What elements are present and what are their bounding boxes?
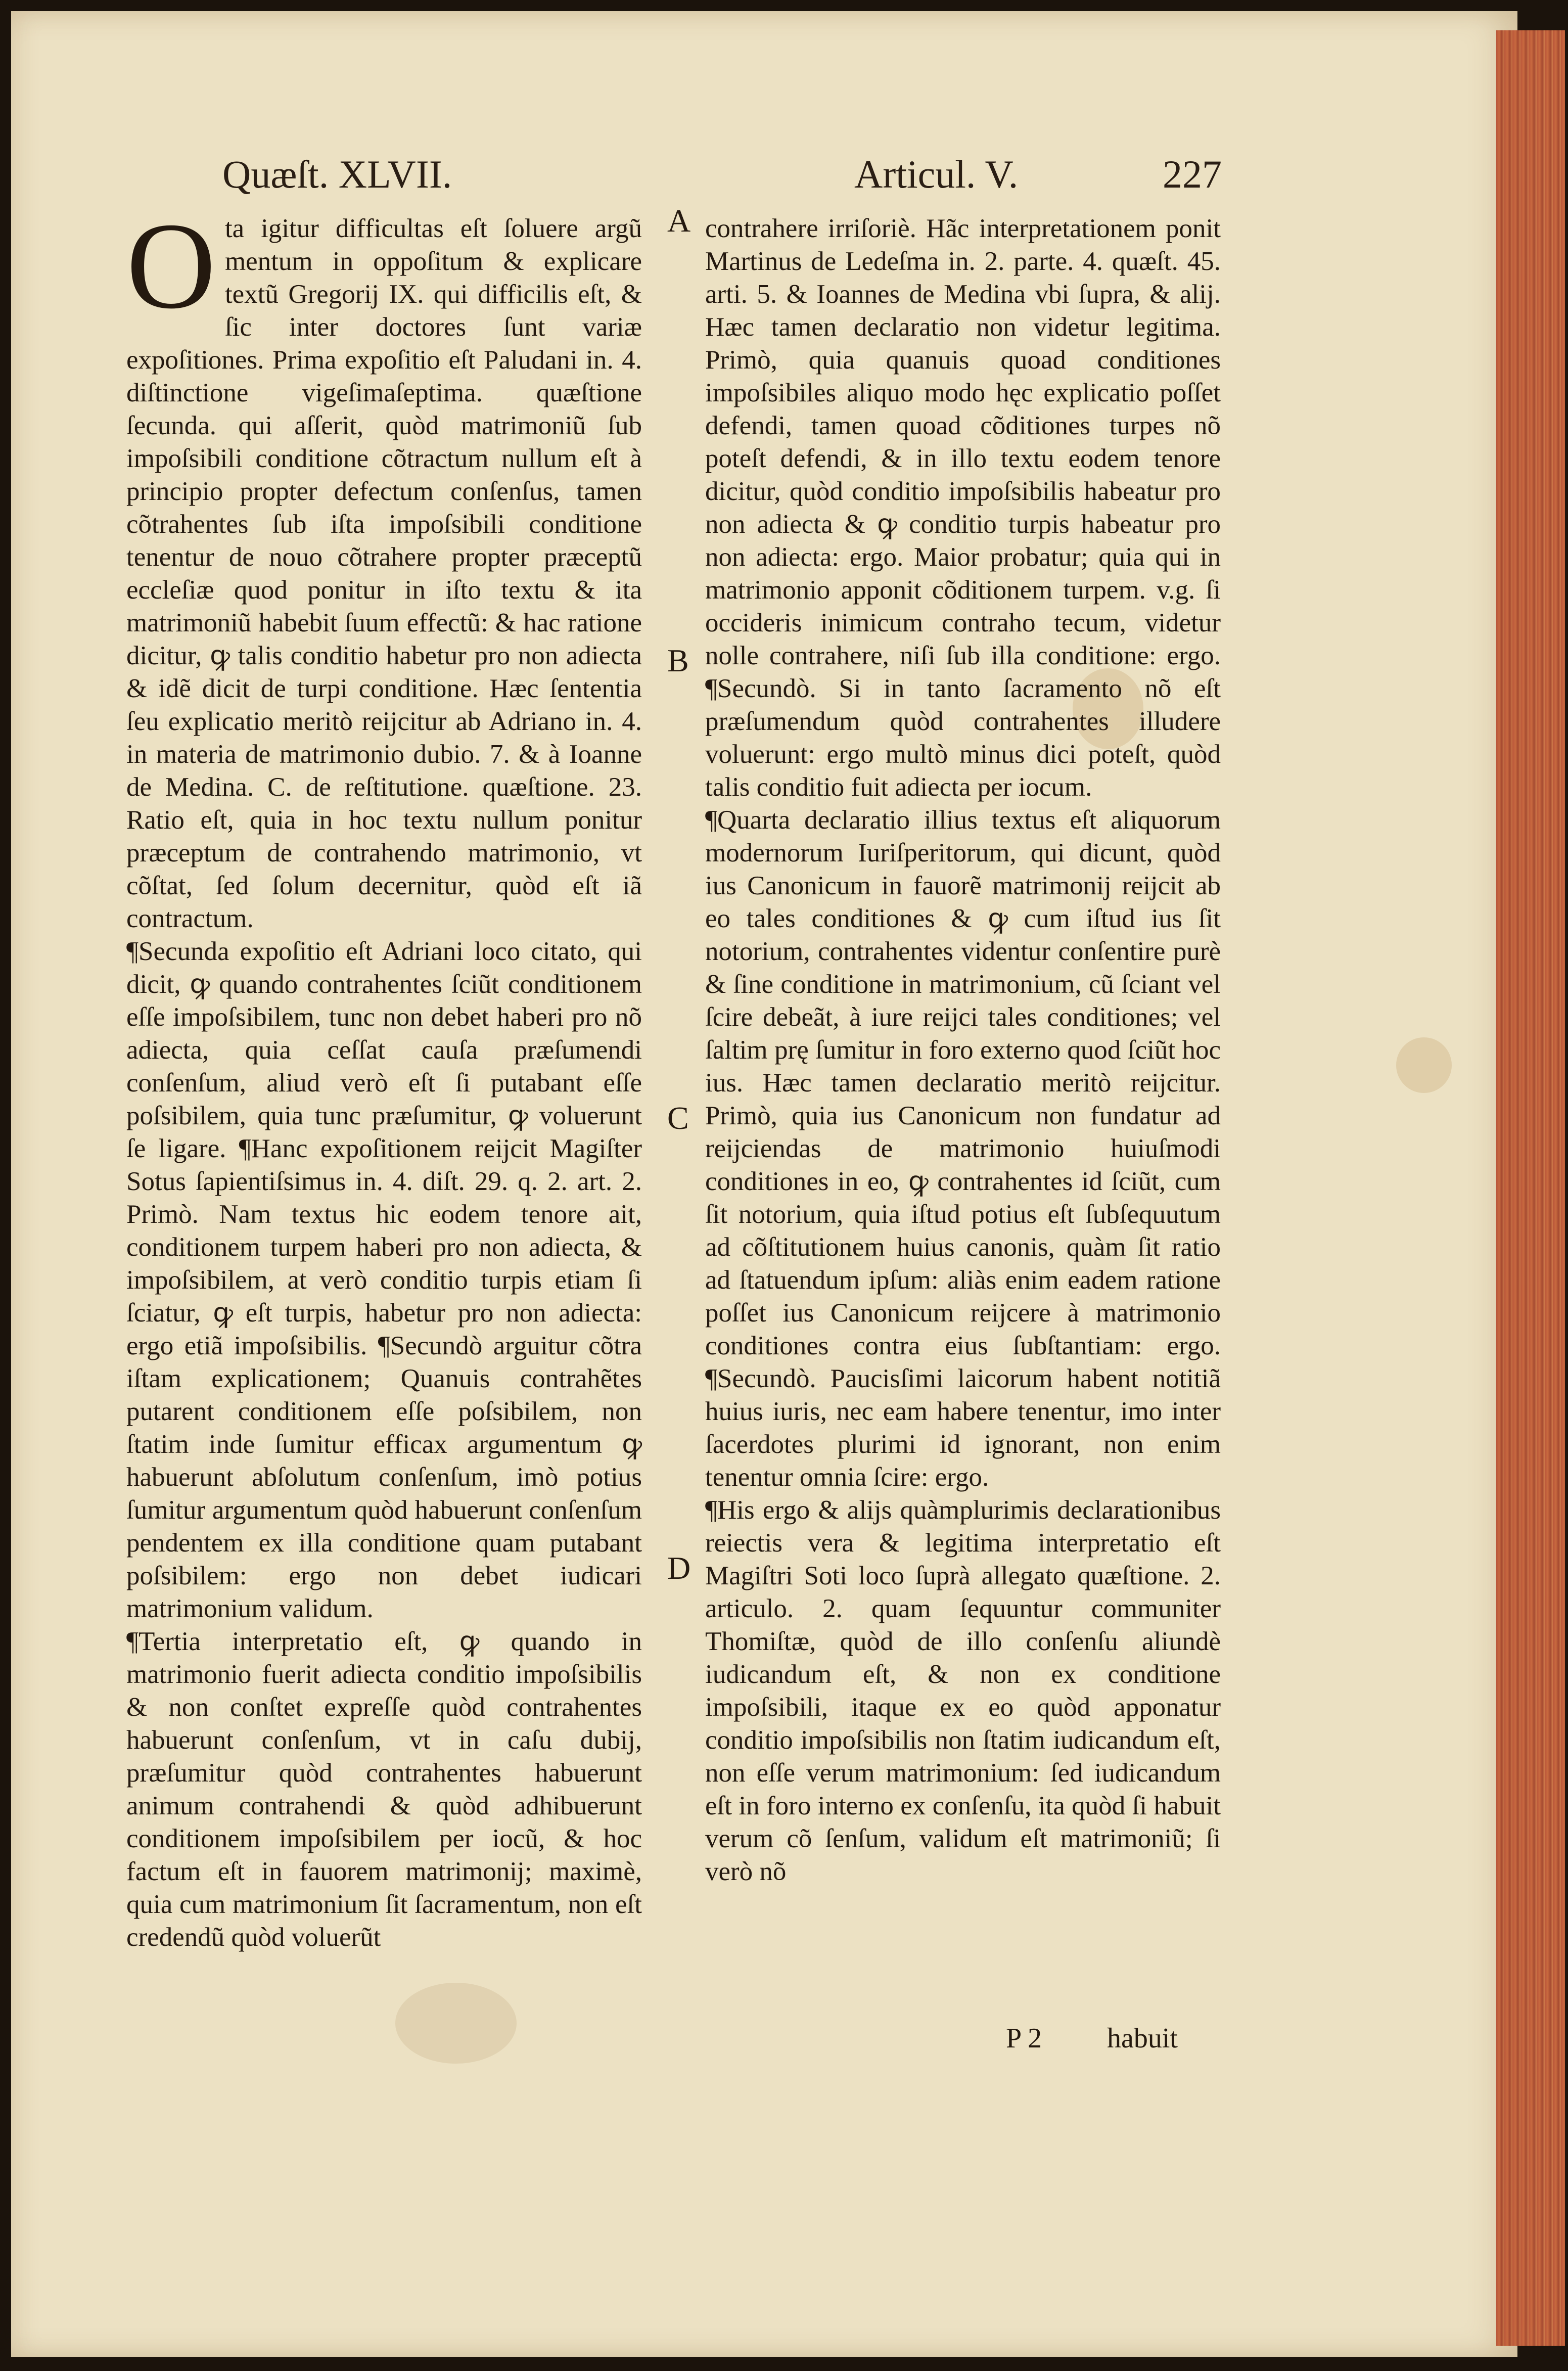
running-header bbox=[0, 152, 1568, 207]
page-edge-gilt bbox=[1496, 30, 1565, 2346]
paragraph: ¶Secunda expoſitio eſt Adriani loco citato, qui dicit, ꝙ quando contrahentes ſciũt conditionem eſſe impoſsibilem, tunc non debet haberi pro nõ adiecta, quia ceſſat cauſa præſumendi conſenſum, aliud verò eſt ſi putabant eſſe poſsibilem, quia tunc præſumitur, ꝙ voluerunt ſe ligare. ¶Hanc expoſitionem reijcit Magiſter Sotus ſapientiſsimus in. 4. diſt. 29. q. 2. art. 2. Primò. Nam textus hic eodem tenore ait, conditionem turpem haberi pro non adiecta, & impoſsibilem, at verò conditio turpis etiam ſi ſciatur, ꝙ eſt turpis, habetur pro non adiecta: ergo etiã impoſsibilis. ¶Secundò arguitur cõtra iſtam explicationem; Quanuis contrahẽtes putarent conditionem eſſe poſsibilem, non ſtatim inde ſumitur efficax argumentum ꝙ habuerunt abſolutum conſenſum, imò potius ſumitur argumentum quòd habuerunt conſenſum pendentem ex illa conditione quam putabant poſsibilem: ergo non debet iudicari matrimonium validum. bbox=[126, 937, 642, 1623]
margin-marker-b: B bbox=[667, 643, 689, 678]
catchword: habuit bbox=[1107, 2023, 1178, 2054]
header-question: Quæſt. XLVII. bbox=[222, 152, 452, 196]
ink-stain bbox=[1396, 1037, 1452, 1093]
header-article: Articul. V. bbox=[854, 152, 1019, 196]
paragraph: contrahere irriſoriè. Hãc interpretationem ponit Martinus de Ledeſma in. 2. parte. 4. quæſt. 45. arti. 5. & Ioannes de Medina vbi ſupra, & alij. Hæc tamen declaratio non videtur legitima. Primò, quia quanuis quoad conditiones impoſsibiles aliquo modo hęc explicatio poſſet defendi, tamen quoad cõditiones turpes nõ poteſt defendi, & in illo textu eodem tenore dicitur, quòd conditio impoſsibilis habeatur pro non adiecta & ꝙ conditio turpis habeatur pro non adiecta: ergo. Maior probatur; quia qui in matrimonio apponit cõditionem turpem. v.g. ſi occideris inimicum contraho tecum, videtur nolle contrahere, niſi ſub illa conditione: ergo. ¶Secundò. Si in tanto ſacramento nõ eſt præſumendum quòd contrahentes illudere voluerunt: ergo multò minus dici poteſt, quòd talis conditio fuit adiecta per iocum. bbox=[705, 214, 1221, 802]
paragraph: ¶His ergo & alijs quàmplurimis declarationibus reiectis vera & legitima interpretatio eſt Magiſtri Soti loco ſuprà allegato quæſtione. 2. articulo. 2. quam ſequuntur communiter Thomiſtæ, quòd de illo conſenſu aliundè iudicandum eſt, & non ex conditione impoſsibili, itaque ex eo quòd apponatur conditio impoſsibilis non ſtatim iudicandum eſt, non eſſe verum matrimonium: ſed iudicandum eſt in foro interno ex conſenſu, ita quòd ſi habuit verum cõ ſenſum, validum eſt matrimoniũ; ſi verò nõ bbox=[705, 1495, 1221, 1886]
left-text-column bbox=[126, 197, 642, 1954]
signature-mark: P 2 bbox=[1006, 2023, 1042, 2054]
page-number: 227 bbox=[1163, 152, 1222, 196]
right-text-column bbox=[705, 212, 1221, 1888]
paragraph: ¶Tertia interpretatio eſt, ꝙ quando in matrimonio fuerit adiecta conditio impoſsibilis & non conſtet expreſſe quòd contrahentes habuerunt conſenſum, vt in caſu dubij, præſumitur quòd contrahentes habuerunt animum contrahendi & quòd adhibuerunt conditionem impoſsibilem per iocũ, & hoc factum eſt in fauorem matrimonij; maximè, quia cum matrimonium ſit ſacramentum, non eſt credendũ quòd voluerũt bbox=[126, 1627, 642, 1952]
margin-marker-a: A bbox=[667, 203, 691, 239]
margin-marker-c: C bbox=[667, 1100, 689, 1136]
paragraph: Ota igitur difficultas eſt ſoluere argũ mentum in oppoſitum & explicare textũ Gregorij IX. qui difficilis eſt, & ſic inter doctores ſunt variæ expoſitiones. Prima expoſitio eſt Paludani in. 4. diſtinctione vigeſimaſeptima. quæſtione ſecunda. qui aſſerit, quòd matrimoniũ ſub impoſsibili conditione cõtractum nullum eſt à principio propter defectum conſenſus, tamen cõtrahentes ſub iſta impoſsibili conditione tenentur de nouo cõtrahere propter præceptũ eccleſiæ quod ponitur in iſto textu & ita matrimoniũ habebit ſuum effectũ: & hac ratione dicitur, ꝙ talis conditio habetur pro non adiecta & idẽ dicit de turpi conditione. Hæc ſententia ſeu explicatio meritò reijcitur ab Adriano in. 4. in materia de matrimonio dubio. 7. & à Ioanne de Medina. C. de reſtitutione. quæſtione. 23. Ratio eſt, quia in hoc textu nullum ponitur præceptum de contrahendo matrimonio, vt cõſtat, ſed ſolum decernitur, quòd eſt iã contractum. bbox=[126, 197, 642, 933]
margin-marker-d: D bbox=[667, 1550, 691, 1586]
paragraph: ¶Quarta declaratio illius textus eſt aliquorum modernorum Iuriſperitorum, qui dicunt, quòd ius Canonicum in fauorẽ matrimonij reijcit ab eo tales conditiones & ꝙ cum iſtud ius ſit notorium, contrahentes videntur conſentire purè & ſine conditione in matrimonium, cũ ſciant vel ſcire debeãt, à iure reijci tales conditiones; vel ſaltim prę ſumitur in foro externo quod ſciũt hoc ius. Hæc tamen declaratio meritò reijcitur. Primò, quia ius Canonicum non fundatur ad reijciendas de matrimonio huiuſmodi conditiones in eo, ꝙ contrahentes id ſciũt, cum ſit notorium, quia iſtud potius eſt ſubſequutum ad cõſtitutionem huius canonis, quàm ſit ratio ad ſtatuendum ipſum: aliàs enim eadem ratione poſſet ius Canonicum reijcere à matrimonio conditiones contra eius ſubſtantiam: ergo. ¶Secundò. Paucisſimi laicorum habent notitiã huius iuris, nec eam habere tenentur, imo inter ſacerdotes plurimi id ignorant, non enim tenentur omnia ſcire: ergo. bbox=[705, 805, 1221, 1492]
ink-stain bbox=[395, 1983, 517, 2064]
